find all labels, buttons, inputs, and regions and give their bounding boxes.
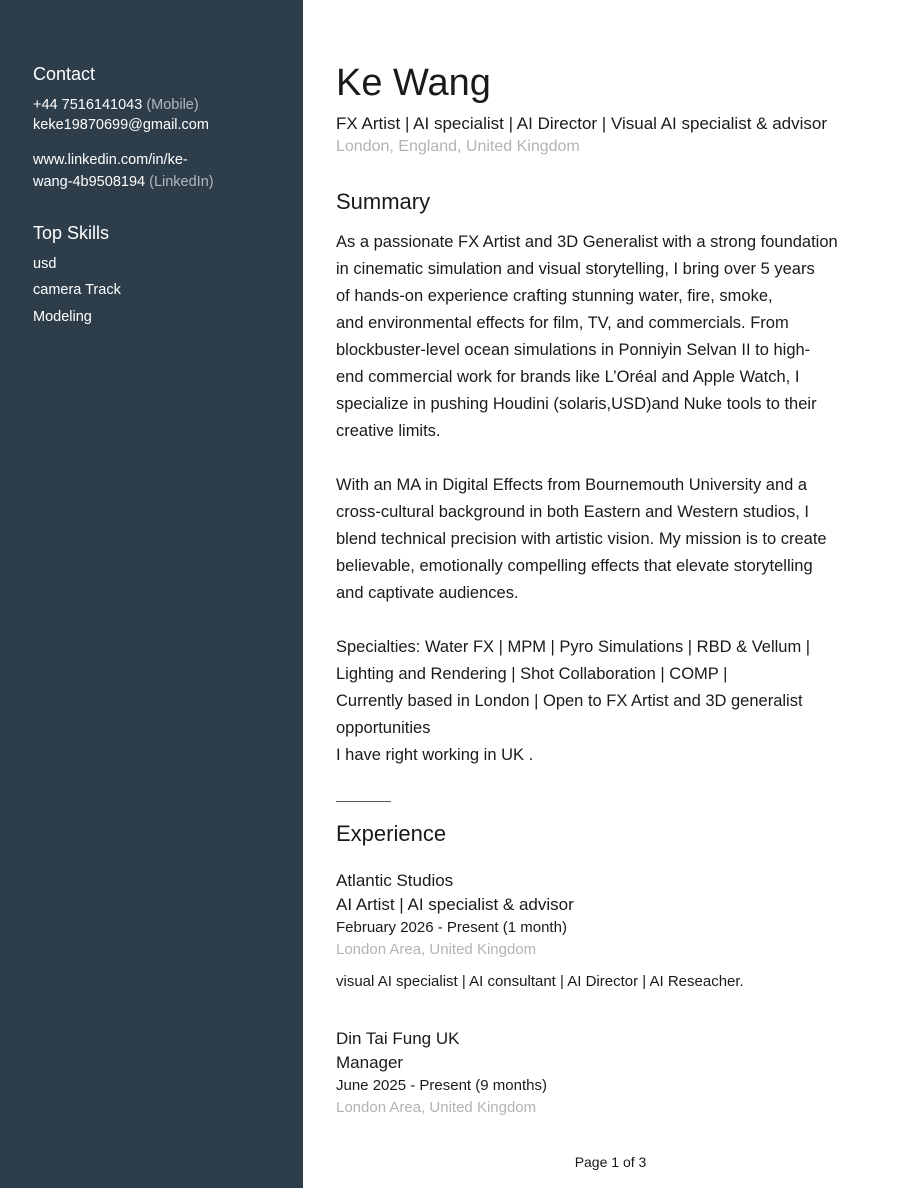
summary-line: and environmental effects for film, TV, and commercials. From	[336, 314, 789, 332]
job-description: visual AI specialist | AI consultant | AI Director | AI Reseacher.	[336, 973, 744, 990]
summary-line: of hands-on experience crafting stunning water, fire, smoke,	[336, 287, 773, 305]
experience-entry	[336, 1027, 896, 1119]
contact-linkedin-line1[interactable]: www.linkedin.com/in/ke-	[33, 152, 188, 168]
linkedin-type: (LinkedIn)	[149, 174, 214, 190]
job-title: Manager	[336, 1053, 404, 1072]
summary-line: Specialties: Water FX | MPM | Pyro Simulations | RBD & Vellum |	[336, 638, 811, 656]
contact-email[interactable]: keke19870699@gmail.com	[33, 117, 209, 133]
job-company: Atlantic Studios	[336, 871, 454, 890]
summary-heading: Summary	[336, 189, 431, 214]
job-location: London Area, United Kingdom	[336, 1099, 537, 1116]
summary-line: believable, emotionally compelling effects that elevate storytelling	[336, 557, 813, 575]
experience-heading: Experience	[336, 821, 447, 846]
skill-item: Modeling	[33, 309, 92, 325]
summary-text	[336, 229, 896, 769]
summary-line: in cinematic simulation and visual storytelling, I bring over 5 years	[336, 260, 815, 278]
job-location: London Area, United Kingdom	[336, 941, 537, 958]
summary-line: specialize in pushing Houdini (solaris,USD)and Nuke tools to their	[336, 395, 817, 413]
section-divider	[336, 801, 391, 802]
job-title: AI Artist | AI specialist & advisor	[336, 895, 574, 914]
summary-line: creative limits.	[336, 422, 441, 440]
contact-phone	[33, 95, 199, 116]
phone-number[interactable]: +44 7516141043	[33, 97, 143, 113]
summary-paragraph-gap	[336, 607, 896, 634]
job-dates: February 2026 - Present (1 month)	[336, 919, 567, 936]
skill-item: camera Track	[33, 282, 121, 298]
job-company: Din Tai Fung UK	[336, 1029, 460, 1048]
sidebar	[0, 0, 303, 1188]
contact-linkedin-line2	[33, 172, 214, 193]
summary-line: end commercial work for brands like L’Oréal and Apple Watch, I	[336, 368, 800, 386]
summary-line: As a passionate FX Artist and 3D Generalist with a strong foundation	[336, 233, 838, 251]
skill-item: usd	[33, 256, 57, 272]
summary-line: blend technical precision with artistic vision. My mission is to create	[336, 530, 827, 548]
summary-line: blockbuster-level ocean simulations in Ponniyin Selvan II to high-	[336, 341, 811, 359]
job-dates: June 2025 - Present (9 months)	[336, 1077, 547, 1094]
summary-line: Lighting and Rendering | Shot Collaboration | COMP |	[336, 665, 728, 683]
summary-line: cross-cultural background in both Eastern and Western studios, I	[336, 503, 809, 521]
summary-line: I have right working in UK .	[336, 746, 534, 764]
phone-type: (Mobile)	[146, 97, 199, 113]
summary-paragraph-gap	[336, 445, 896, 472]
contact-heading: Contact	[33, 64, 96, 84]
linkedin-url-part2[interactable]: wang-4b9508194	[33, 174, 146, 190]
summary-line: opportunities	[336, 719, 431, 737]
profile-name: Ke Wang	[336, 62, 491, 104]
page-number: Page 1 of 3	[574, 1154, 647, 1170]
experience-entry	[336, 869, 896, 993]
top-skills-heading: Top Skills	[33, 223, 110, 243]
summary-line: With an MA in Digital Effects from Bournemouth University and a	[336, 476, 808, 494]
summary-line: Currently based in London | Open to FX Artist and 3D generalist	[336, 692, 803, 710]
profile-location: London, England, United Kingdom	[336, 138, 580, 155]
summary-line: and captivate audiences.	[336, 584, 519, 602]
profile-headline: FX Artist | AI specialist | AI Director | Visual AI specialist & advisor	[336, 114, 828, 133]
